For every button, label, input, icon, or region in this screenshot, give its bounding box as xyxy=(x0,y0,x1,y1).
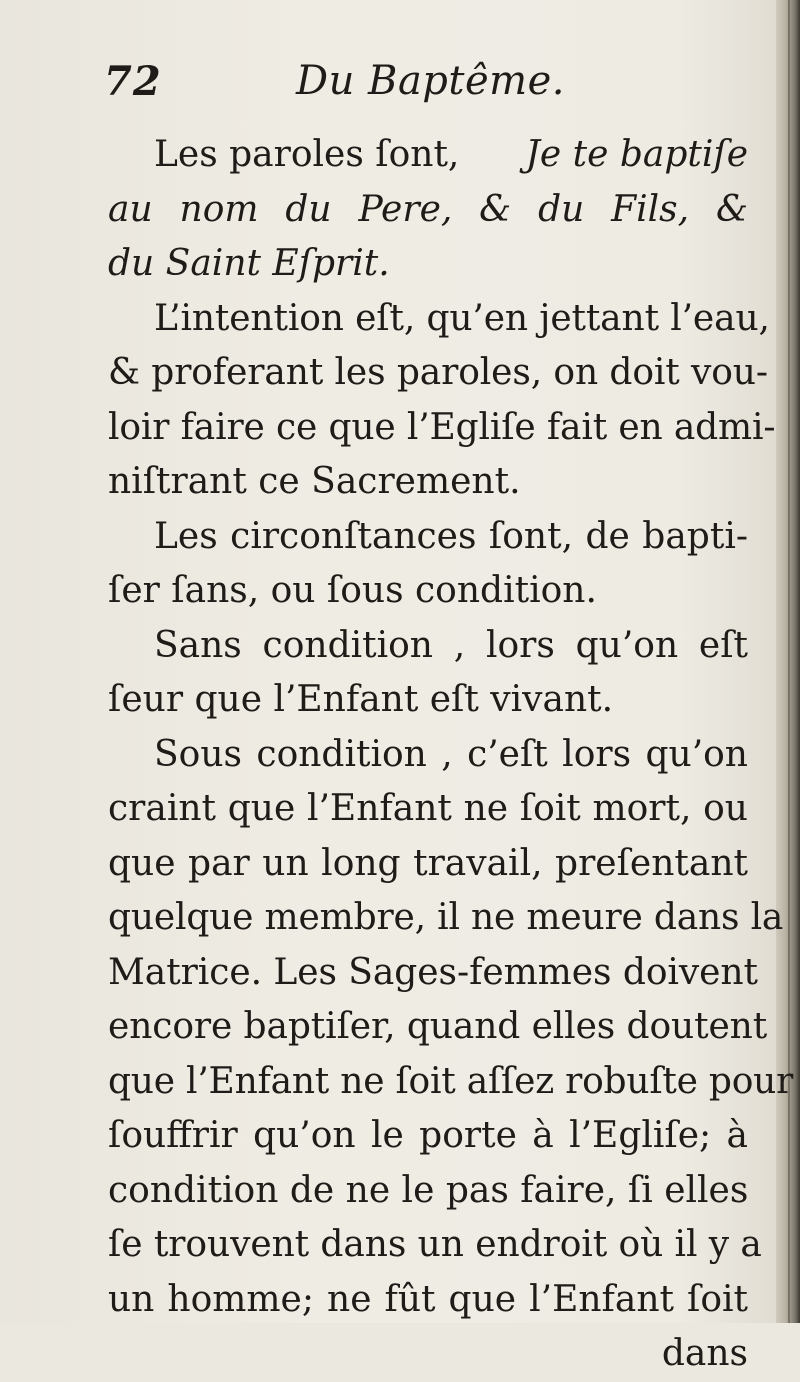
text-line xyxy=(108,946,758,1001)
text-segment: Les paroles ſont, xyxy=(154,134,460,175)
text-line xyxy=(108,1327,748,1382)
text-segment: ſouffrir qu’on le porte à l’Egliſe; à xyxy=(108,1115,748,1156)
text-segment: un homme; ne fût que l’Enfant ſoit xyxy=(108,1278,748,1320)
text-line xyxy=(108,346,768,401)
text-line xyxy=(108,782,748,837)
text-line xyxy=(108,510,748,565)
spine-line xyxy=(788,0,790,1323)
text-line xyxy=(108,728,748,783)
page-number: 72 xyxy=(104,58,162,105)
text-segment: loir faire ce que l’Egliſe fait en admi- xyxy=(108,406,776,448)
text-segment: au nom du Pere, & du Fils, & xyxy=(108,188,748,230)
text-line xyxy=(108,1055,794,1110)
body-text xyxy=(108,128,794,1382)
running-head: Du Baptême. xyxy=(296,58,565,104)
text-line xyxy=(108,619,748,674)
text-segment: Matrice. Les Sages-femmes doivent xyxy=(108,951,758,993)
text-segment: ſe trouvent dans un endroit où il y a xyxy=(108,1224,762,1265)
text-segment: dans xyxy=(661,1333,748,1374)
text-line xyxy=(108,837,748,892)
text-line xyxy=(108,1000,768,1055)
text-line xyxy=(108,1109,748,1164)
text-line xyxy=(108,292,770,347)
text-segment: ſer ſans, ou ſous condition. xyxy=(108,570,597,611)
text-line xyxy=(108,1218,762,1273)
text-segment: que l’Enfant ne ſoit aſſez robuſte pour xyxy=(108,1060,794,1102)
text-line xyxy=(108,1273,748,1328)
text-segment: & proferant les paroles, on doit vou- xyxy=(108,352,768,393)
text-line xyxy=(108,1164,748,1219)
text-segment: encore baptiſer, quand elles doutent xyxy=(108,1006,768,1047)
text-line xyxy=(108,128,748,183)
text-line xyxy=(108,564,748,619)
text-line xyxy=(108,183,748,238)
text-segment: condition de ne le pas faire, ſi elles xyxy=(108,1169,749,1211)
text-line xyxy=(108,237,748,292)
text-segment: Sans condition , lors qu’on eſt xyxy=(154,624,748,666)
text-segment: L’intention eſt, qu’en jettant l’eau, xyxy=(154,297,770,339)
text-segment: Je te baptiſe xyxy=(525,134,748,175)
text-segment: quelque membre, il ne meure dans la xyxy=(108,897,784,938)
text-segment: du Saint Eſprit. xyxy=(108,243,390,284)
text-line xyxy=(108,401,776,456)
text-line xyxy=(108,673,748,728)
text-segment: que par un long travail, preſentant xyxy=(108,842,748,884)
text-line xyxy=(108,891,784,946)
text-segment: niſtrant ce Sacrement. xyxy=(108,461,521,502)
page-header xyxy=(104,58,744,118)
text-segment: Les circonſtances ſont, de bapti- xyxy=(154,515,748,557)
text-segment: Sous condition , c’eſt lors qu’on xyxy=(154,733,748,775)
text-segment: ſeur que l’Enfant eſt vivant. xyxy=(108,679,614,720)
text-line xyxy=(108,455,748,510)
text-segment: craint que l’Enfant ne ſoit mort, ou xyxy=(108,788,748,829)
